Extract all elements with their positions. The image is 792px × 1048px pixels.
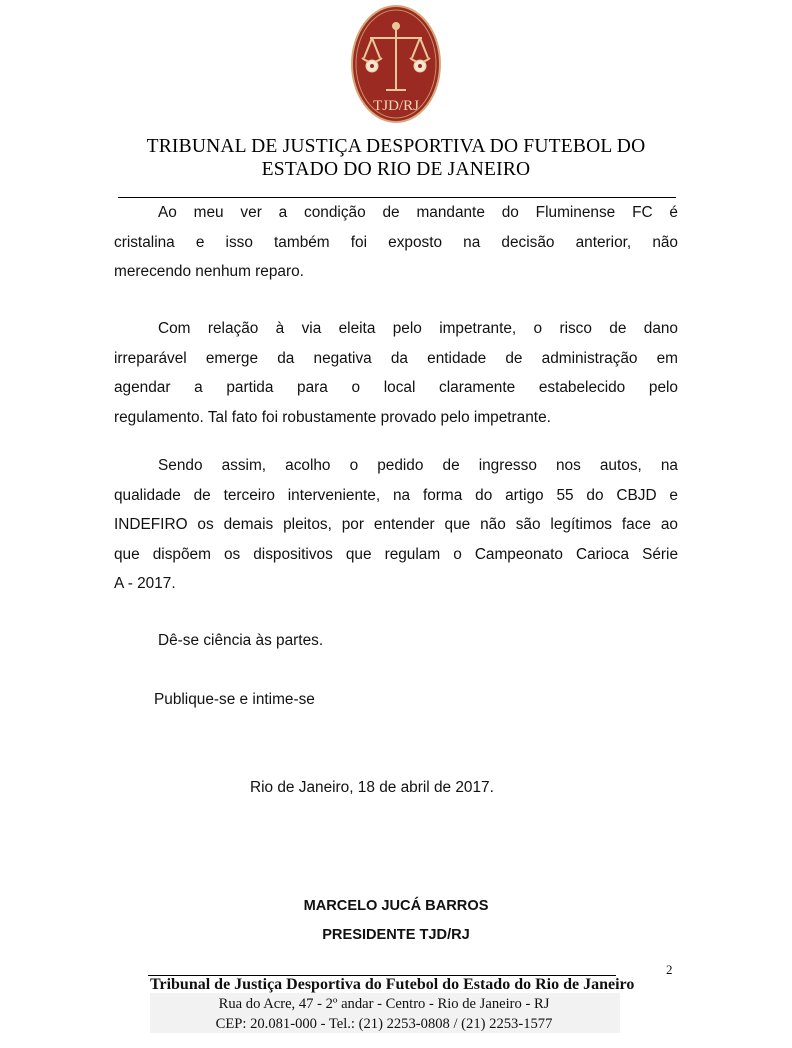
paragraph-2-line: regulamento. Tal fato foi robustamente provado pelo impetrante. — [114, 408, 551, 426]
paragraph-1 — [114, 198, 678, 287]
paragraph-3-line: A - 2017. — [114, 575, 176, 592]
footer-contact: CEP: 20.081-000 - Tel.: (21) 2253-0808 / (21) 2253-1577 — [215, 1016, 553, 1032]
paragraph-1-line: cristalina e isso também foi exposto na decisão anterior, não — [114, 233, 678, 251]
paragraph-3-line: INDEFIRO os demais pleitos, por entender que não são legítimos face ao — [114, 516, 678, 533]
date-line: Rio de Janeiro, 18 de abril de 2017. — [250, 779, 494, 796]
page-number: 2 — [666, 962, 673, 977]
paragraph-3-line: qualidade de terceiro interveniente, na forma do artigo 55 do CBJD e — [114, 486, 678, 504]
paragraph-2 — [114, 314, 678, 432]
ciencia-line: Dê-se ciência às partes. — [158, 632, 324, 649]
paragraph-3-line: Sendo assim, acolho o pedido de ingresso nos autos, na — [158, 457, 678, 474]
paragraph-3-line: que dispõem os dispositivos que regulam o Campeonato Carioca Série — [114, 545, 678, 563]
footer-address: Rua do Acre, 47 - 2º andar - Centro - Rio de Janeiro - RJ — [218, 996, 550, 1012]
signatory-name: MARCELO JUCÁ BARROS — [303, 898, 489, 914]
tjd-rj-logo — [350, 4, 442, 124]
paragraph-1-line: merecendo nenhum reparo. — [114, 263, 304, 280]
paragraph-2-line: irreparável emerge da negativa da entidade de administração em — [114, 349, 678, 367]
paragraph-2-line: agendar a partida para o local claramente estabelecido pelo — [114, 379, 678, 396]
paragraph-2-line: Com relação à via eleita pelo impetrante, o risco de dano — [158, 320, 678, 337]
paragraph-3 — [114, 451, 678, 599]
court-title-line1: TRIBUNAL DE JUSTIÇA DESPORTIVA DO FUTEBOL DO — [146, 136, 646, 157]
court-title-line2: ESTADO DO RIO DE JANEIRO — [261, 159, 531, 180]
signatory-role: PRESIDENTE TJD/RJ — [322, 927, 470, 943]
publique-line: Publique-se e intime-se — [154, 691, 315, 708]
logo-text: TJD/RJ — [373, 98, 419, 114]
footer-institution: Tribunal de Justiça Desportiva do Futebol do Estado do Rio de Janeiro — [150, 976, 635, 993]
paragraph-1-line: Ao meu ver a condição de mandante do Fluminense FC é — [158, 204, 678, 221]
